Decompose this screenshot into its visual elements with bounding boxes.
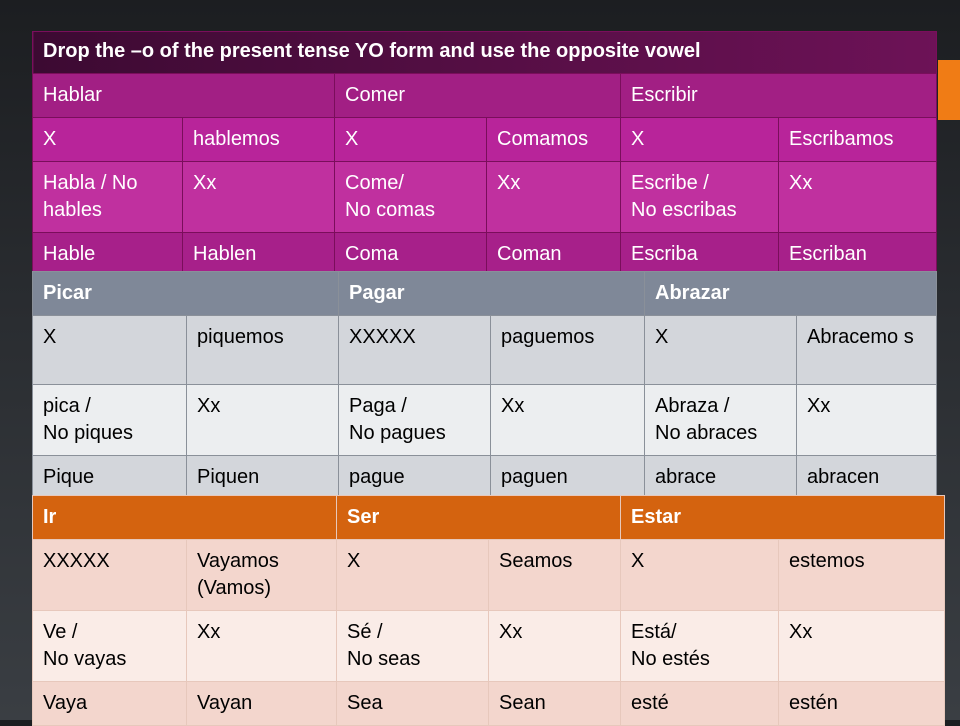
header-cell: Hablar — [33, 74, 335, 118]
conjugation-table-car-gar-zar — [32, 271, 937, 500]
table-cell: Xx — [491, 385, 645, 456]
header-cell: Picar — [33, 272, 339, 316]
table-cell: Comamos — [487, 118, 621, 162]
table-cell: Paga / No pagues — [339, 385, 491, 456]
header-cell: Ser — [337, 496, 621, 540]
header-cell: Abrazar — [645, 272, 937, 316]
table-cell: hablemos — [183, 118, 335, 162]
table-cell: Vayamos (Vamos) — [187, 540, 337, 611]
table-cell: X — [621, 540, 779, 611]
header-cell: Estar — [621, 496, 945, 540]
table-cell: Xx — [183, 162, 335, 233]
accent-bar — [938, 60, 960, 120]
table-cell: paguen — [491, 456, 645, 500]
header-cell: Comer — [335, 74, 621, 118]
table-cell: Habla / No hables — [33, 162, 183, 233]
table-cell: Vayan — [187, 682, 337, 726]
table-cell: Coman — [487, 233, 621, 277]
table-cell: Escribamos — [779, 118, 937, 162]
table-cell: Abraza / No abraces — [645, 385, 797, 456]
table-cell: Xx — [779, 162, 937, 233]
table-cell: Coma — [335, 233, 487, 277]
table-cell: Abracemo s — [797, 316, 937, 385]
table-cell: piquemos — [187, 316, 339, 385]
table-cell: Xx — [779, 611, 945, 682]
table-cell: paguemos — [491, 316, 645, 385]
table-cell: Xx — [797, 385, 937, 456]
table-cell: Xx — [187, 385, 339, 456]
table-cell: X — [335, 118, 487, 162]
table-cell: Xx — [187, 611, 337, 682]
table-cell: Ve / No vayas — [33, 611, 187, 682]
table-cell: Pique — [33, 456, 187, 500]
table-cell: Escriba — [621, 233, 779, 277]
table-cell: Hablen — [183, 233, 335, 277]
table-cell: X — [33, 118, 183, 162]
table-cell: X — [645, 316, 797, 385]
table-cell: Seamos — [489, 540, 621, 611]
table-cell: Escriban — [779, 233, 937, 277]
table-cell: Está/ No estés — [621, 611, 779, 682]
table-title: Drop the –o of the present tense YO form and use the opposite vowel — [33, 32, 937, 74]
table-cell: abrace — [645, 456, 797, 500]
table-cell: Vaya — [33, 682, 187, 726]
table-cell: Piquen — [187, 456, 339, 500]
table-cell: X — [33, 316, 187, 385]
table-cell: Xx — [487, 162, 621, 233]
table-cell: estén — [779, 682, 945, 726]
conjugation-table-ar-er-ir — [32, 31, 937, 284]
header-cell: Ir — [33, 496, 337, 540]
table-cell: Sé / No seas — [337, 611, 489, 682]
table-cell: Sea — [337, 682, 489, 726]
table-cell: Hable — [33, 233, 183, 277]
header-cell: Pagar — [339, 272, 645, 316]
table-cell: XXXXX — [339, 316, 491, 385]
table-cell: estemos — [779, 540, 945, 611]
table-cell: Escribe / No escribas — [621, 162, 779, 233]
conjugation-table-irregular — [32, 495, 945, 726]
header-cell: Escribir — [621, 74, 937, 118]
table-cell: Xx — [489, 611, 621, 682]
table-cell: pica / No piques — [33, 385, 187, 456]
table-cell: X — [621, 118, 779, 162]
table-cell: abracen — [797, 456, 937, 500]
table-cell: XXXXX — [33, 540, 187, 611]
table-cell: esté — [621, 682, 779, 726]
table-cell: pague — [339, 456, 491, 500]
table-cell: Sean — [489, 682, 621, 726]
table-cell: Come/ No comas — [335, 162, 487, 233]
table-cell: X — [337, 540, 489, 611]
